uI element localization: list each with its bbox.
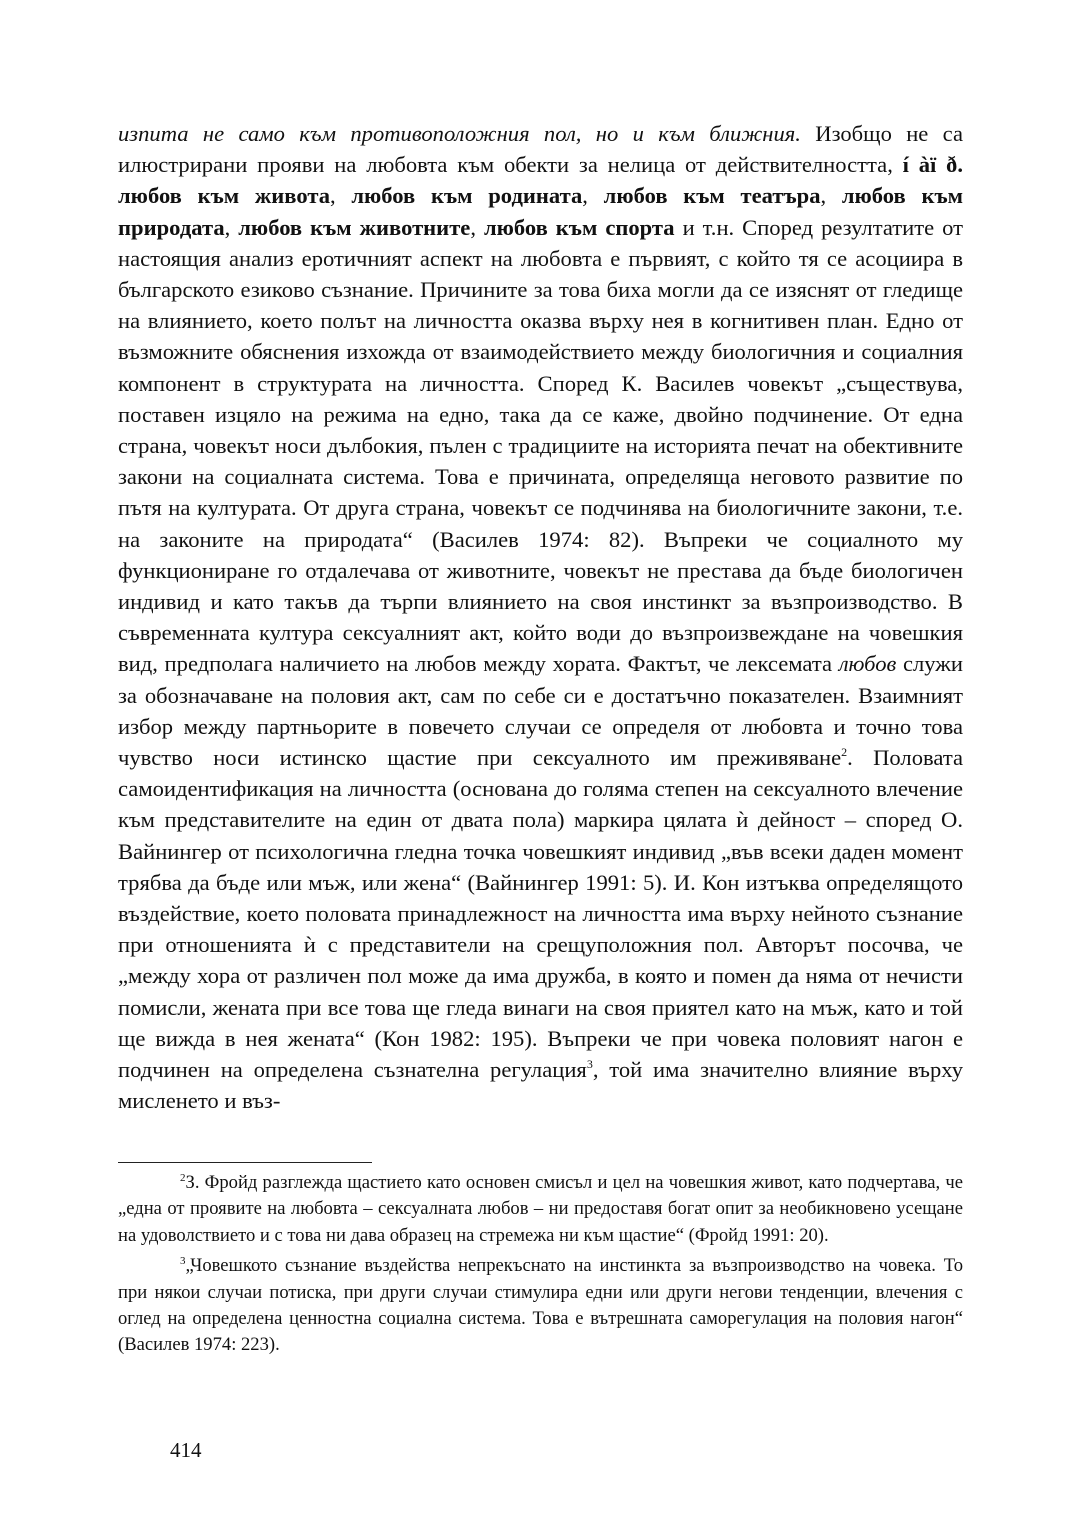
- footnotes: [118, 1170, 963, 1363]
- footnote-ref-2[interactable]: 2: [841, 744, 848, 759]
- footnote-3: [118, 1253, 963, 1359]
- bold-term-animals: любов към животните: [238, 214, 471, 240]
- italic-phrase: изпита не само към противоположния пол, но и към ближния.: [118, 121, 801, 146]
- main-paragraph: изпита не само към противоположния пол, но и към ближния. Изобщо не са илюстрирани прояви на любовта към обекти за нелица от действителността, í àï ð. любов към живота, любов към родината, любов към театъра, любов към природата, любов към животните, любов към спорта и т.н. Според резултатите от настоящия анализ еротичният аспект на любовта е първият, с който тя се асоциира в българското езиково съзнание. Причините за това биха могли да се изяснят от гледище на влиянието, което полът на личността оказва върху нея в когнитивен план. Едно от възможните обяснения изхожда от взаимодействието между биологичния и социалния компонент в структурата на личността. Според К. Василев човекът „съществува, поставен изцяло на режима на едно, така да се каже, двойно подчинение. От една страна, човекът носи дълбокия, пълен с традициите на историята печат на обективните закони на социалната система. Това е причината, определяща неговото развитие по пътя на културата. От друга страна, човекът се подчинява на биологичните закони, т.е. на законите на природата“ (Василев 1974: 82). Въпреки че социалното му функциониране го отдалечава от животните, човекът не престава да бъде биологичен индивид и като такъв да търпи влиянието на своя инстинкт за възпроизводство. В съвременната култура сексуалният акт, който води до възпроизвеждане на човешкия вид, предполага наличието на любов между хората. Фактът, че лексемата любов служи за обозначаване на половия акт, сам по себе си е достатъчно показателен. Взаимният избор между партньорите в повечето случаи се определя от любовта и точно това чувство носи истинско щастие при сексуалното им преживяване$^2$. Половата самоидентификация на личността (основана до голяма степен на сексуалното влечение към представителите на един от двата пола) маркира цялата ѝ дейност – според О. Вайнингер от психологична гледна точка човешкият индивид „във всеки даден момент трябва да бъде или мъж, или жена“ (Вайнингер 1991: 5). И. Кон изтъква определящото въздействие, което половата принадлежност на личността има върху нейното съзнание при отношенията ѝ с представители на срещуположния пол. Авторът посочва, че „между хора от различен пол може да има дружба, в която и помен да няма от нечисти помисли, жената при все това ще гледа винаги на своя приятел като на мъж, като и той ще вижда в нея жената“ (Кон 1982: 195). Въпреки че при човека половият нагон е подчинен на определена съзнателна регулация$^3$, той има значително влияние върху мисленето и въз-: [118, 121, 964, 1114]
- footnote-text: З. Фройд разглежда щастието като основен смисъл и цел на човешкия живот, като подчертава, че „една от проявите на любовта – сексуалната любов – ни предоставя богат опит за необикновено усещане на удоволствието и с това ни дава образец на стремежа ни към щастие“ (Фройд 1991: 20).: [118, 1172, 963, 1246]
- page-body: [118, 118, 963, 1117]
- text-run: , той има значително влияние върху мисленето и въз-: [118, 1057, 963, 1114]
- bold-term-nature: любов към природата: [118, 183, 964, 240]
- footnote-mark: 2: [180, 1171, 186, 1184]
- bold-term-homeland: любов към родината: [351, 183, 583, 209]
- footnote-divider: [118, 1162, 372, 1163]
- bold-term-sport: любов към спорта: [483, 214, 675, 240]
- footnote-ref-3[interactable]: 3: [586, 1056, 593, 1071]
- bold-term-theatre: любов към театъра: [603, 183, 821, 209]
- footnote-2: [118, 1170, 963, 1249]
- text-run: . Половата самоидентификация на личността (основана до голяма степен на сексуалното влечение към представителите на един от двата пола) маркира цялата ѝ дейност – според О. Вайнингер от психологична гледна точка човешкият индивид „във всеки даден момент трябва да бъде или мъж, или жена“ (Вайнингер 1991: 5). И. Кон изтъква определящото въздействие, което половата принадлежност на личността има върху нейното съзнание при отношенията ѝ с представители на срещуположния пол. Авторът посочва, че „между хора от различен пол може да има дружба, в която и помен да няма от нечисти помисли, жената при все това ще гледа винаги на своя приятел като на мъж, като и той ще вижда в нея жената“ (Кон 1982: 195). Въпреки че при човека половият нагон е подчинен на определена съзнателна регулация: [118, 745, 963, 1083]
- garbled-abbrev: í àï ð.: [902, 152, 963, 178]
- text-run: Изобщо не са илюстрирани прояви на любовта към обекти за нелица от действителността,: [118, 121, 963, 178]
- footnote-text: „Човешкото съзнание въздейства непрекъснато на инстинкта за възпроизводство на човека. То при някои случаи потиска, при други случаи стимулира едни или други негови тенденции, влечения с оглед на определена ценностна социална система. Това е вътрешната саморегулация на половия нагон“ (Василев 1974: 223).: [118, 1255, 963, 1356]
- italic-word: любов: [838, 651, 897, 677]
- page-number: 414: [170, 1438, 202, 1462]
- footnote-mark: 3: [180, 1255, 186, 1268]
- bold-term-life: любов към живота: [118, 183, 330, 209]
- text-run: служи за обозначаване на половия акт, сам по себе си е достатъчно показателен. Взаимният избор между партньорите в повечето случаи се определя от любовта и точно това чувство носи истинско щастие при сексуалното им преживяване: [118, 651, 964, 771]
- text-run: и т.н. Според резултатите от настоящия анализ еротичният аспект на любовта е първият, с който тя се асоциира в българското езиково съзнание. Причините за това биха могли да се изяснят от гледище на влиянието, което полът на личността оказва върху нея в когнитивен план. Едно от възможните обяснения изхожда от взаимодействието между биологичния и социалния компонент в структурата на личността. Според К. Василев човекът „съществува, поставен изцяло на режима на едно, така да се каже, двойно подчинение. От една страна, човекът носи дълбокия, пълен с традициите на историята печат на обективните закони на социалната система. Това е причината, определяща неговото развитие по пътя на културата. От друга страна, човекът се подчинява на биологичните закони, т.е. на законите на природата“ (Василев 1974: 82). Въпреки че социалното му функциониране го отдалечава от животните, човекът не престава да бъде биологичен индивид и като такъв да търпи влиянието на своя инстинкт за възпроизводство. В съвременната култура сексуалният акт, който води до възпроизвеждане на човешкия вид, предполага наличието на любов между хората. Фактът, че лексемата: [118, 214, 963, 677]
